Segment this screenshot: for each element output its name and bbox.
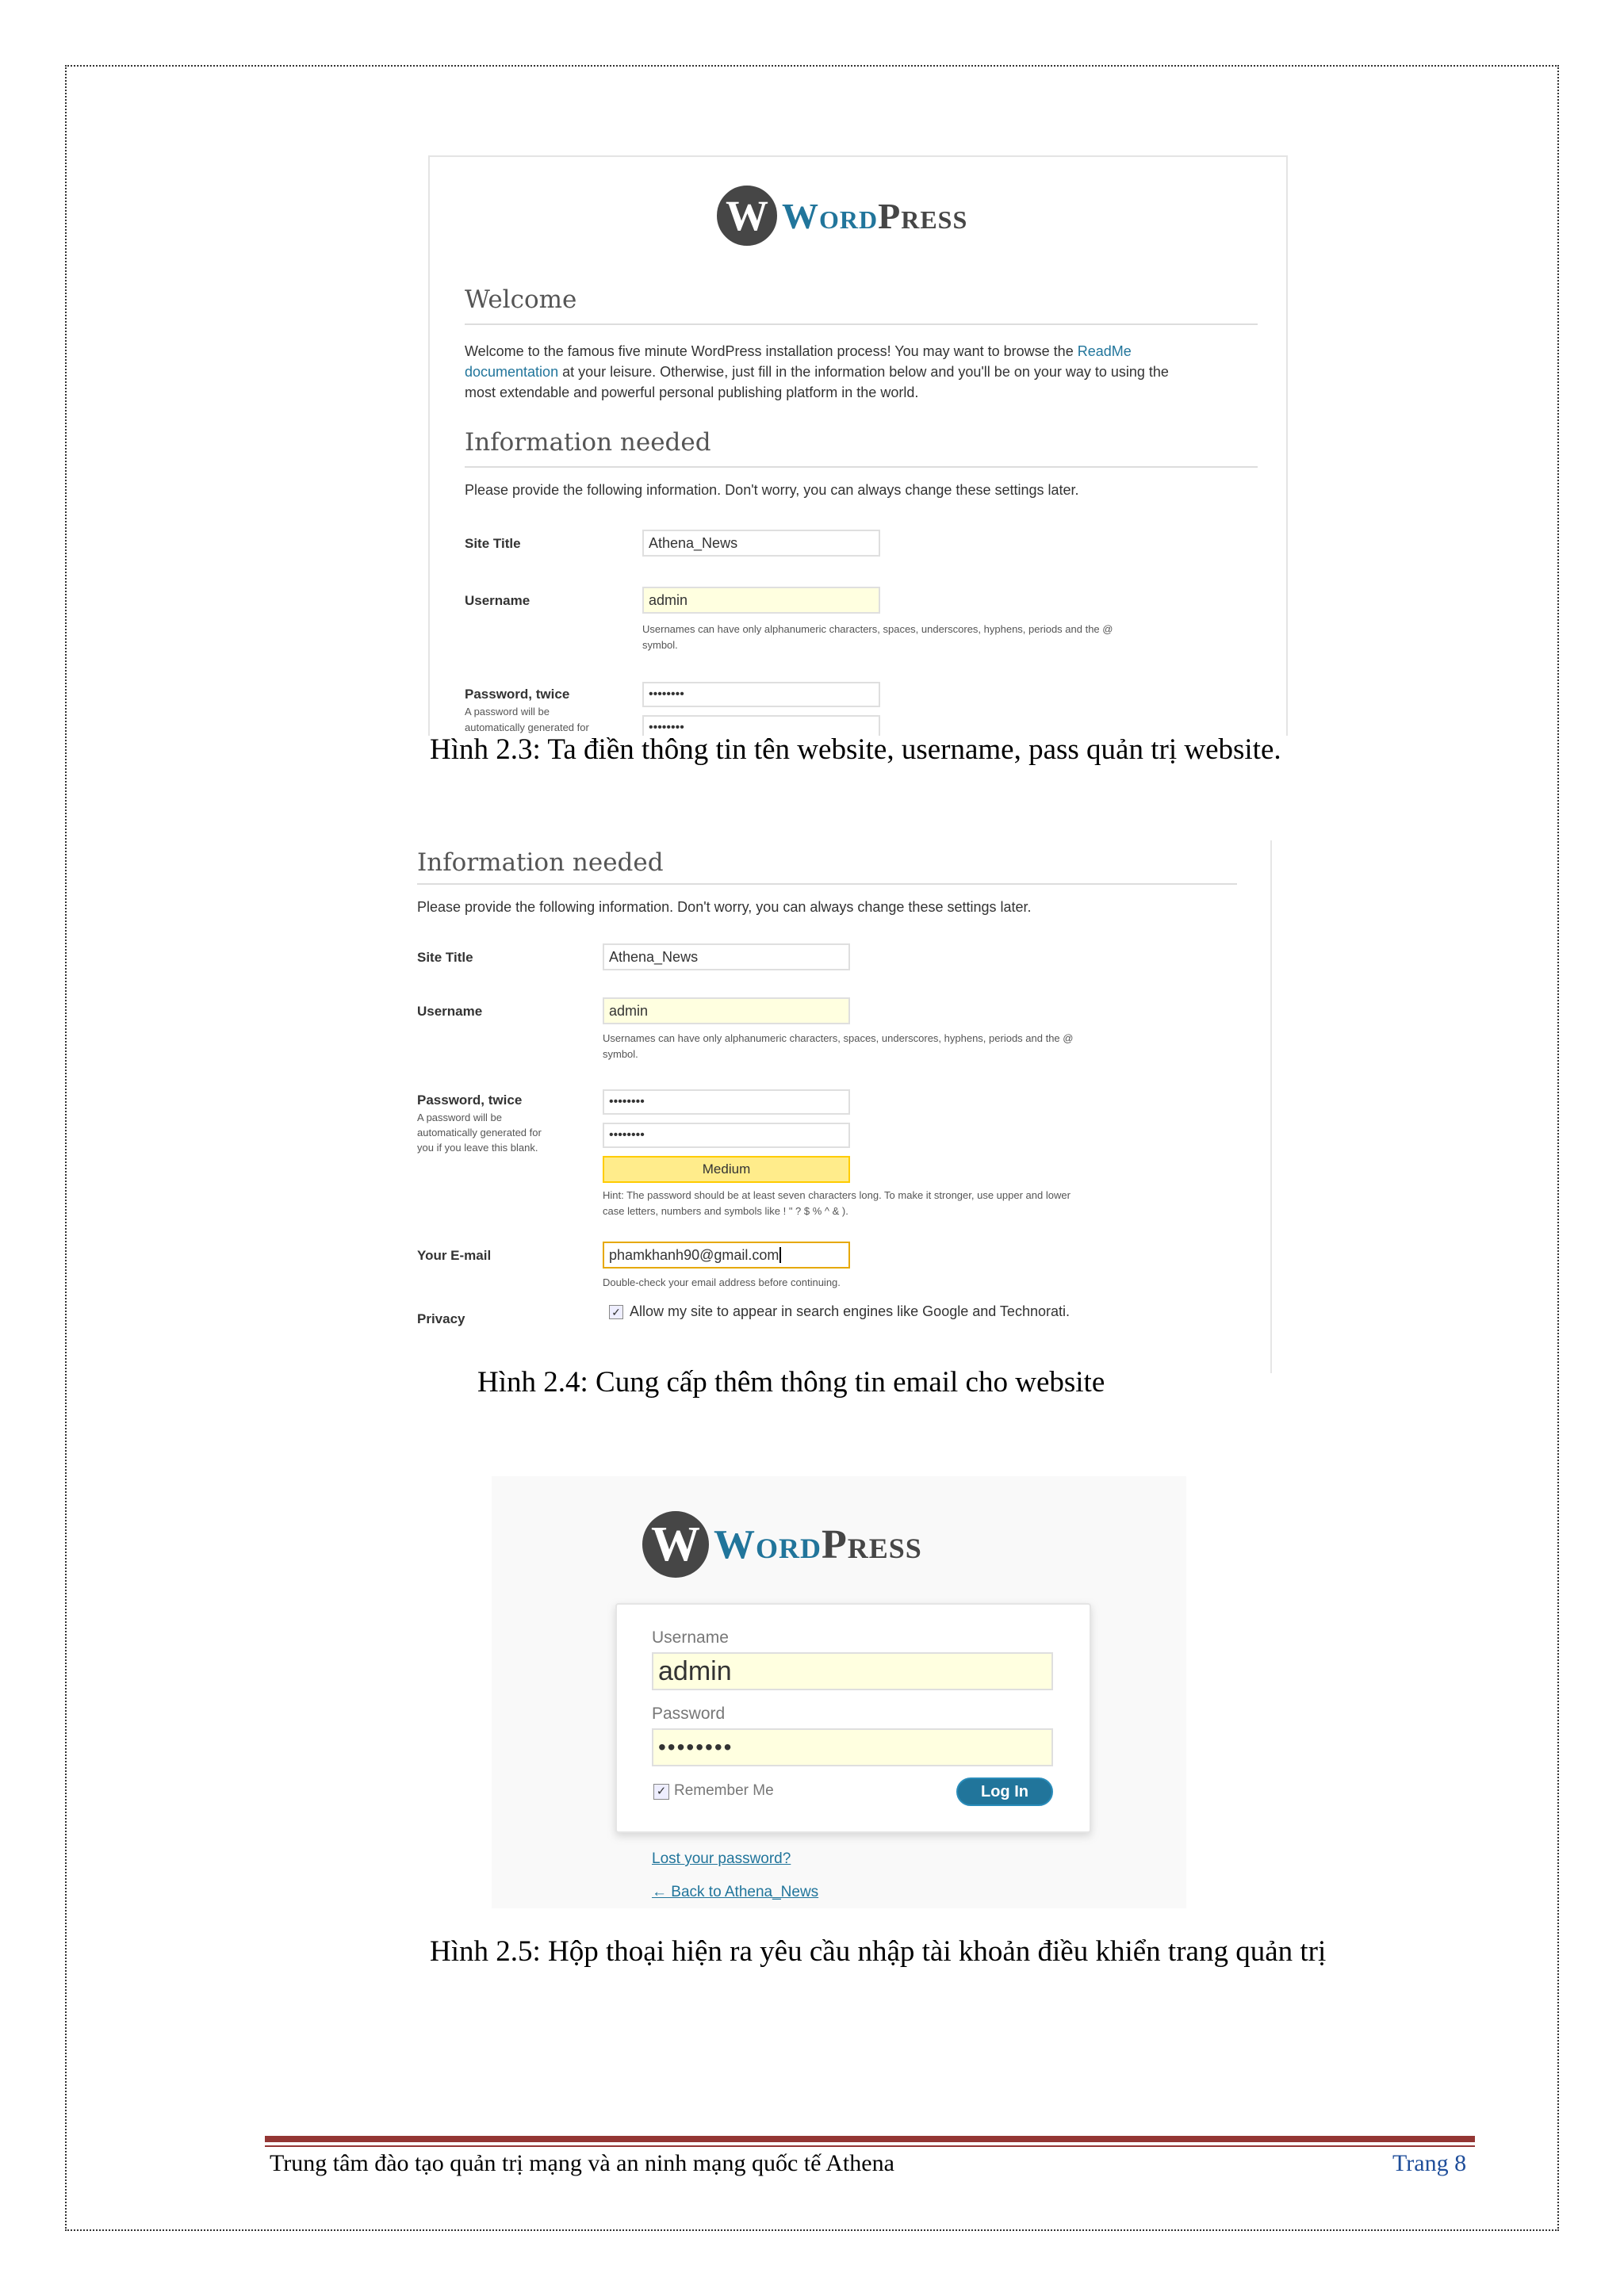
username-input[interactable]: admin bbox=[652, 1652, 1053, 1690]
remember-me-checkbox[interactable]: ✓ bbox=[653, 1784, 669, 1800]
privacy-text: Allow my site to appear in search engines like Google and Technorati. bbox=[630, 1303, 1070, 1319]
username-input[interactable]: admin bbox=[603, 997, 850, 1024]
site-title-label: Site Title bbox=[465, 536, 521, 551]
divider bbox=[417, 883, 1237, 885]
logo-press-part: Press bbox=[822, 1521, 922, 1567]
privacy-label: Privacy bbox=[417, 1311, 465, 1326]
email-hint: Double-check your email address before continuing. bbox=[603, 1276, 841, 1288]
text-cursor bbox=[779, 1247, 781, 1263]
password-label: Password bbox=[652, 1705, 726, 1723]
back-to-site-link[interactable]: ← Back to Athena_News bbox=[652, 1884, 819, 1900]
login-form bbox=[615, 1603, 1091, 1833]
logo-press-part: Press bbox=[878, 195, 968, 236]
username-input[interactable]: admin bbox=[642, 587, 880, 614]
footer-rule bbox=[265, 2136, 1475, 2142]
privacy-checkbox[interactable]: ✓ bbox=[609, 1305, 623, 1319]
email-input[interactable]: phamkhanh90@gmail.com bbox=[603, 1242, 850, 1269]
figure-login-screen bbox=[492, 1476, 1186, 1908]
figure-install-welcome bbox=[428, 155, 1288, 736]
lost-password-link[interactable]: Lost your password? bbox=[652, 1850, 791, 1867]
password-label: Password, twice bbox=[465, 687, 570, 702]
password-strength-indicator: Medium bbox=[603, 1156, 850, 1183]
username-label: Username bbox=[417, 1004, 483, 1019]
username-label: Username bbox=[465, 593, 530, 608]
welcome-text: Welcome to the famous five minute WordPress installation process! You may want to browse the ReadMe documentation at your leisure. Otherwise, just fill in the information below and you'll be on your way to using the most extendable and powerful personal publishing platform in the world. bbox=[465, 343, 1169, 400]
readme-link[interactable]: ReadMe bbox=[1077, 343, 1132, 359]
info-text: Please provide the following information. Don't worry, you can always change these settings later. bbox=[465, 482, 1079, 498]
password-input[interactable]: •••••••• bbox=[652, 1728, 1053, 1766]
username-hint: Usernames can have only alphanumeric characters, spaces, underscores, hyphens, periods and the @ symbol. bbox=[642, 623, 1113, 651]
username-label: Username bbox=[652, 1628, 729, 1647]
username-hint: Usernames can have only alphanumeric characters, spaces, underscores, hyphens, periods and the @ symbol. bbox=[603, 1032, 1074, 1060]
figure-caption-2-3: Hình 2.3: Ta điền thông tin tên website, username, pass quản trị website. bbox=[430, 733, 1281, 766]
footer-organization: Trung tâm đào tạo quản trị mạng và an ninh mạng quốc tế Athena bbox=[270, 2150, 894, 2176]
figure-caption-2-4: Hình 2.4: Cung cấp thêm thông tin email cho website bbox=[477, 1366, 1105, 1399]
password-input-1[interactable]: •••••••• bbox=[642, 682, 880, 707]
figure-information-needed bbox=[414, 840, 1272, 1373]
divider bbox=[465, 466, 1258, 468]
password-hint: A password will be automatically generated for you if you leave this blank. bbox=[417, 1112, 542, 1154]
log-in-button[interactable]: Log In bbox=[956, 1777, 1053, 1806]
divider bbox=[465, 323, 1258, 325]
password-strength-hint: Hint: The password should be at least seven characters long. To make it stronger, use upper and lower case letters, numbers and symbols like ! " ? $ % ^ & ). bbox=[603, 1189, 1071, 1217]
site-title-input[interactable]: Athena_News bbox=[603, 943, 850, 970]
information-needed-heading: Information needed bbox=[417, 848, 664, 877]
logo-word-part: Word bbox=[714, 1521, 822, 1567]
wordpress-w-icon: W bbox=[642, 1511, 709, 1578]
welcome-heading: Welcome bbox=[465, 285, 577, 314]
password-input-2[interactable]: •••••••• bbox=[603, 1123, 850, 1148]
logo-word-part: Word bbox=[782, 195, 879, 236]
remember-me-label: Remember Me bbox=[674, 1782, 774, 1799]
wordpress-w-icon: W bbox=[717, 186, 777, 246]
password-input-2[interactable]: •••••••• bbox=[642, 715, 880, 736]
password-label: Password, twice bbox=[417, 1093, 523, 1108]
wordpress-logo bbox=[642, 1511, 922, 1578]
footer-rule-thin bbox=[265, 2145, 1475, 2147]
documentation-link[interactable]: documentation bbox=[465, 364, 559, 380]
wordpress-logo bbox=[717, 186, 967, 246]
password-input-1[interactable]: •••••••• bbox=[603, 1089, 850, 1115]
site-title-label: Site Title bbox=[417, 950, 473, 965]
email-label: Your E-mail bbox=[417, 1248, 492, 1263]
password-hint: A password will be automatically generated for bbox=[465, 706, 589, 733]
info-text: Please provide the following information. Don't worry, you can always change these settings later. bbox=[417, 899, 1032, 915]
page-number: Trang 8 bbox=[1392, 2150, 1467, 2176]
figure-caption-2-5: Hình 2.5: Hộp thoại hiện ra yêu cầu nhập tài khoản điều khiển trang quản trị bbox=[430, 1935, 1327, 1968]
site-title-input[interactable]: Athena_News bbox=[642, 530, 880, 557]
information-needed-heading: Information needed bbox=[465, 428, 711, 457]
